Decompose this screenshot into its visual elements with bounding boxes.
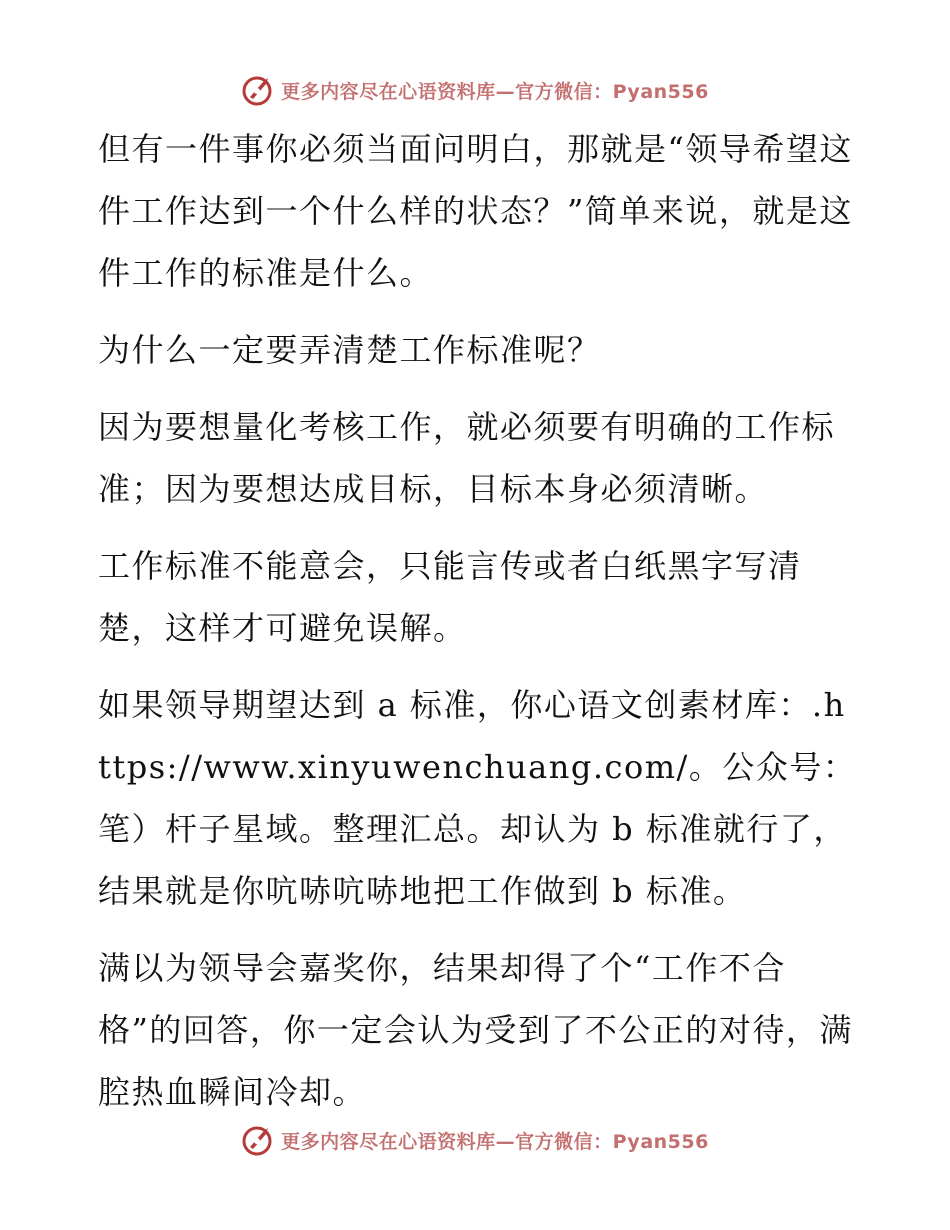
quill-logo-icon xyxy=(241,73,275,107)
paragraph: 因为要想量化考核工作，就必须要有明确的工作标准；因为要想达成目标，目标本身必须清晰。 xyxy=(98,408,836,508)
paragraph: 但有一件事你必须当面问明白，那就是“领导希望这件工作达到一个什么样的状态？”简单来说，就是这件工作的标准是什么。 xyxy=(98,130,853,292)
page-footer xyxy=(0,1118,950,1162)
header-banner-text: 更多内容尽在心语资料库—官方微信：Pyan556 xyxy=(281,80,709,103)
document-body xyxy=(98,118,858,1138)
paragraph: 满以为领导会嘉奖你，结果却得了个“工作不合格”的回答，你一定会认为受到了不公正的对待，满腔热血瞬间冷却。 xyxy=(98,949,853,1111)
footer-banner-text: 更多内容尽在心语资料库—官方微信：Pyan556 xyxy=(281,1130,709,1153)
quill-logo-icon xyxy=(241,1123,275,1157)
page-header xyxy=(0,68,950,112)
paragraph: 如果领导期望达到 a 标准，你心语文创素材库：.https://www.xinyuwenchuang.com/。公众号：笔）杆子星域。整理汇总。却认为 b 标准就行了，结果就是你吭哧吭哧地把工作做到 b 标准。 xyxy=(98,686,857,910)
paragraph: 工作标准不能意会，只能言传或者白纸黑字写清楚，这样才可避免误解。 xyxy=(98,547,802,647)
paragraph: 为什么一定要弄清楚工作标准呢？ xyxy=(98,331,601,369)
